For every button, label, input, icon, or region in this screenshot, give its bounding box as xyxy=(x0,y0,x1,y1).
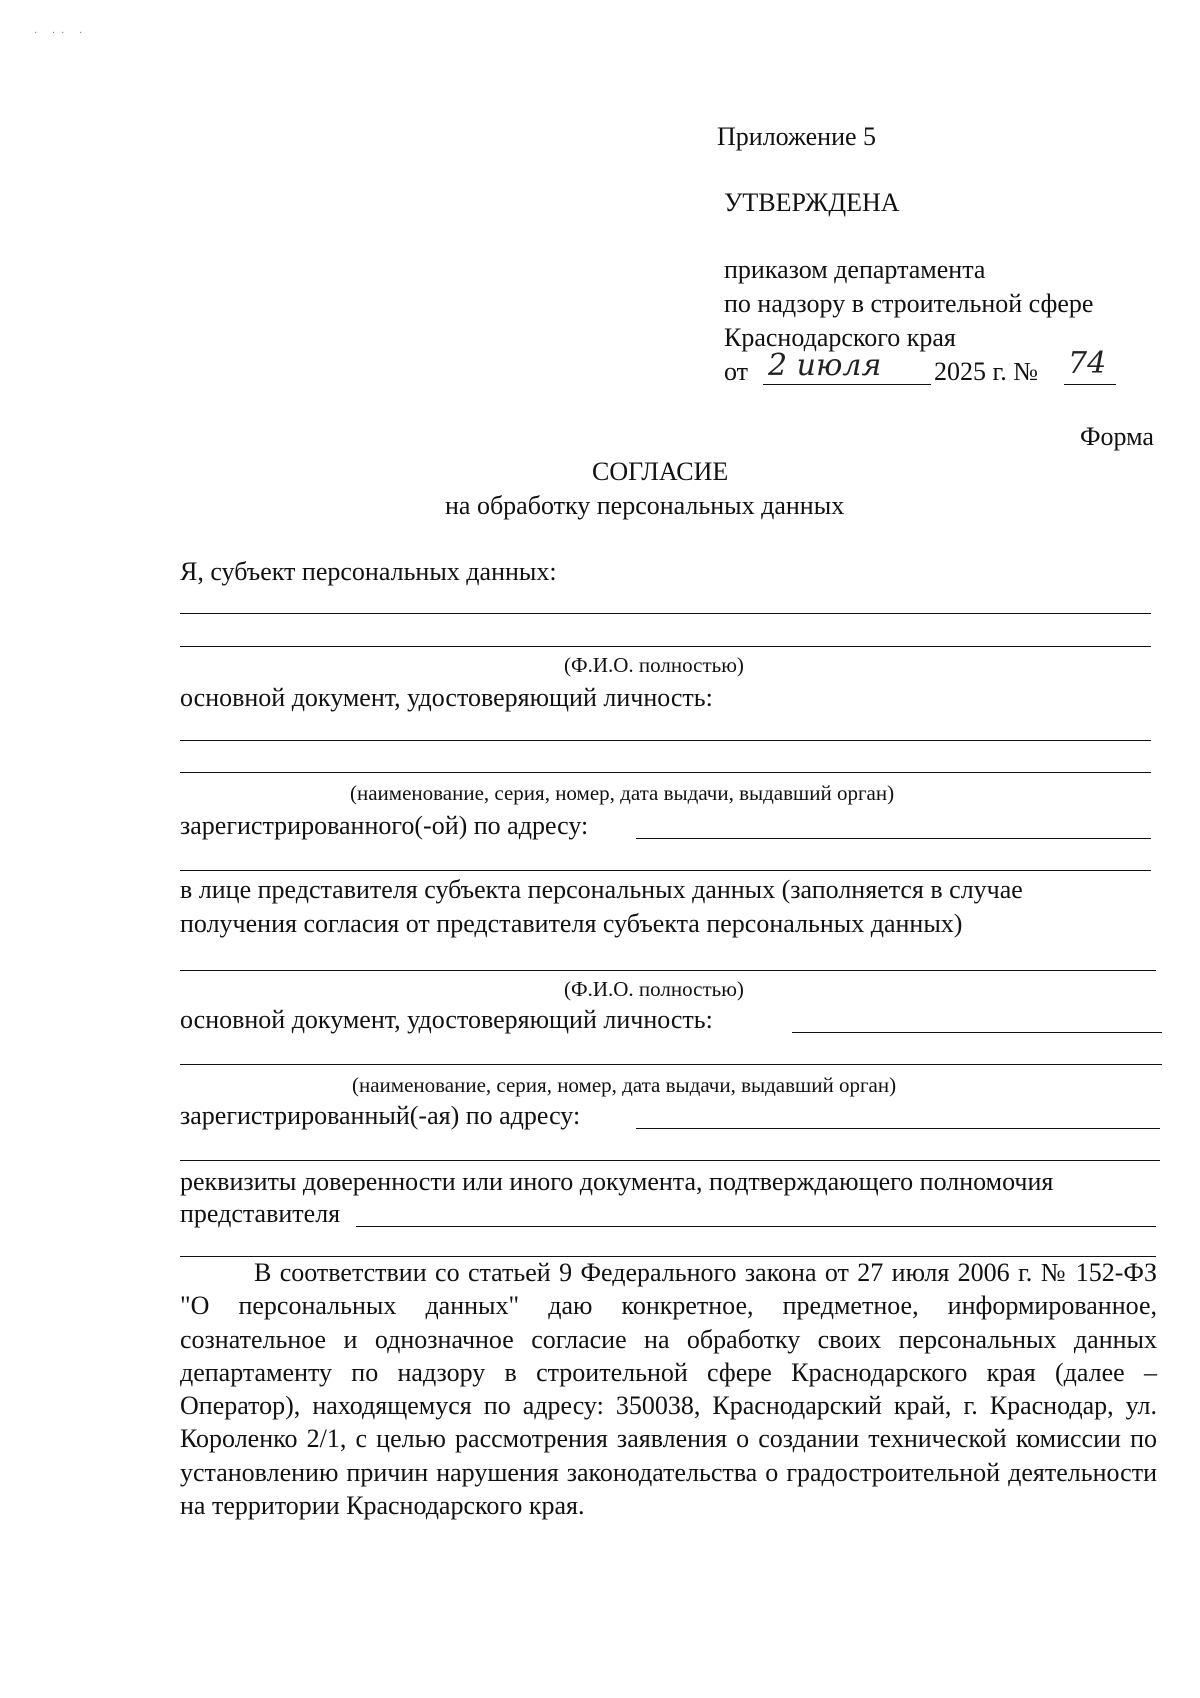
power-of-attorney-text-1: реквизиты доверенности или иного документа, подтверждающего полномочия xyxy=(180,1167,1054,1196)
address-line-2b[interactable] xyxy=(180,1160,1160,1161)
document-line-1b[interactable] xyxy=(180,772,1151,773)
document-line-2a[interactable] xyxy=(792,1032,1162,1033)
address-label-2: зарегистрированный(-ая) по адресу: xyxy=(180,1101,581,1130)
document-line-2b[interactable] xyxy=(180,1064,1162,1065)
approved-stamp-text: УТВЕРЖДЕНА xyxy=(724,188,900,217)
order-number-line xyxy=(1064,384,1116,385)
address-line-2a[interactable] xyxy=(636,1128,1160,1129)
document-label-1: основной документ, удостоверяющий личность: xyxy=(180,683,713,712)
address-line-1b[interactable] xyxy=(180,870,1151,871)
representative-text-2: получения согласия от представителя субъекта персональных данных) xyxy=(180,909,963,938)
order-year-number-label: 2025 г. № xyxy=(934,357,1039,386)
scan-artifact: · ·· · xyxy=(34,28,89,39)
appendix-number: Приложение 5 xyxy=(717,122,877,151)
subject-fio-line-1[interactable] xyxy=(180,613,1151,614)
document-caption-1: (наименование, серия, номер, дата выдачи, выдавший орган) xyxy=(350,781,895,805)
consent-body-paragraph: В соответствии со статьей 9 Федерального закона от 27 июля 2006 г. № 152-ФЗ "О персональных данных" даю конкретное, предметное, информированное, сознательное и однозначное согласие на обработку своих персональных данных департаменту по надзору в строительной сфере Краснодарского края (далее – Оператор), находящемуся по адресу: 350038, Краснодарский край, г. Краснодар, ул. Короленко 2/1, с целью рассмотрения заявления о создании технической комиссии по установлению причин нарушения законодательства о градостроительной деятельности на территории Краснодарского края. xyxy=(180,1258,1157,1521)
address-label-1: зарегистрированного(-ой) по адресу: xyxy=(180,811,589,840)
order-date-prefix: от xyxy=(724,357,749,386)
order-date-line xyxy=(763,384,931,385)
document-line-1a[interactable] xyxy=(180,740,1151,741)
order-line-1: приказом департамента xyxy=(724,255,986,284)
order-line-2: по надзору в строительной сфере xyxy=(724,289,1094,318)
document-title: СОГЛАСИЕ xyxy=(592,457,729,486)
subject-label: Я, субъект персональных данных: xyxy=(180,557,557,586)
fio-caption-1: (Ф.И.О. полностью) xyxy=(564,653,744,677)
representative-text-1: в лице представителя субъекта персональных данных (заполняется в случае xyxy=(180,875,1023,904)
document-caption-2: (наименование, серия, номер, дата выдачи, выдавший орган) xyxy=(352,1073,897,1097)
document-label-2: основной документ, удостоверяющий личность: xyxy=(180,1005,713,1034)
document-subtitle: на обработку персональных данных xyxy=(445,491,845,520)
representative-fio-line[interactable] xyxy=(180,970,1156,971)
order-line-3: Краснодарского края xyxy=(724,323,956,352)
order-date-handwritten: 2 июля xyxy=(768,348,882,383)
fio-caption-2: (Ф.И.О. полностью) xyxy=(564,977,744,1001)
power-of-attorney-text-2: представителя xyxy=(180,1199,341,1228)
subject-fio-line-2[interactable] xyxy=(180,646,1151,647)
power-of-attorney-line-a[interactable] xyxy=(356,1226,1156,1227)
form-label: Форма xyxy=(1080,422,1154,451)
order-number-handwritten: 74 xyxy=(1068,346,1107,381)
address-line-1a[interactable] xyxy=(636,838,1151,839)
